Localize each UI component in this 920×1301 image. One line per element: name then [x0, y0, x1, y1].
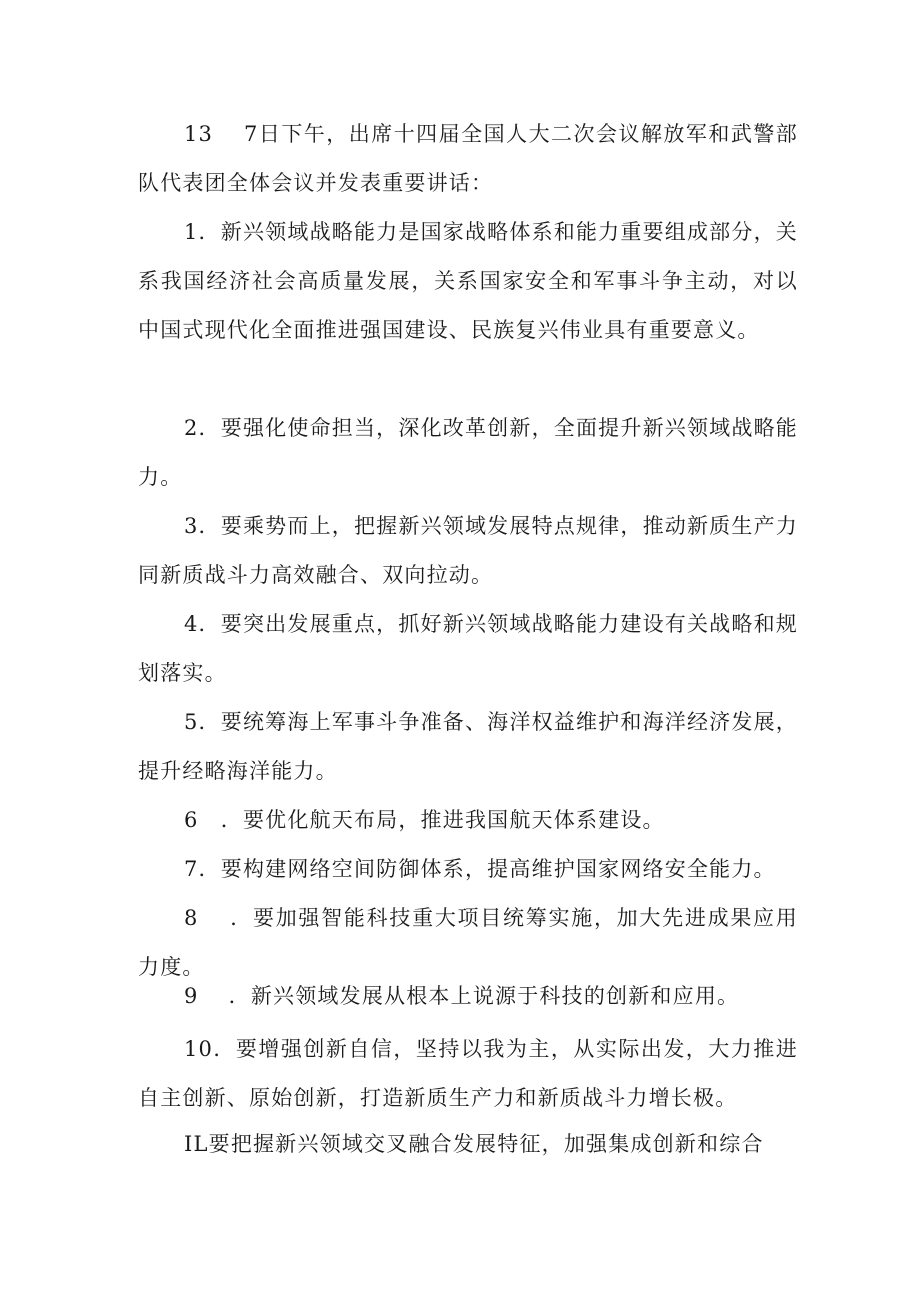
item-paragraph-11: IL要把握新兴领域交叉融合发展特征，加强集成创新和综合	[184, 1132, 764, 1156]
item-paragraph-10: 10．要增强创新自信，坚持以我为主，从实际出发，大力推进自主创新、原始创新，打造新质生产力和新质战斗力增长极。	[138, 1037, 798, 1110]
item-paragraph-7: 7．要构建网络空间防御体系，提高维护国家网络安全能力。	[184, 857, 776, 881]
item-paragraph-6: 6 ．要优化航天布局，推进我国航天体系建设。	[184, 808, 665, 832]
item-paragraph-3: 3．要乘势而上，把握新兴领域发展特点规律，推动新质生产力同新质战斗力高效融合、双向拉动。	[138, 514, 798, 587]
item-paragraph-1: 1．新兴领域战略能力是国家战略体系和能力重要组成部分，关系我国经济社会高质量发展，关系国家安全和军事斗争主动，对以中国式现代化全面推进强国建设、民族复兴伟业具有重要意义。	[138, 220, 798, 342]
item-paragraph-4: 4．要突出发展重点，抓好新兴领域战略能力建设有关战略和规划落实。	[138, 612, 798, 685]
item-paragraph-2: 2．要强化使命担当，深化改革创新，全面提升新兴领域战略能力。	[138, 416, 798, 489]
item-paragraph-8: 8 ．要加强智能科技重大项目统筹实施，加大先进成果应用力度。	[138, 906, 798, 979]
item-paragraph-9: 9 ．新兴领域发展从根本上说源于科技的创新和应用。	[184, 984, 740, 1008]
item-paragraph-5: 5．要统筹海上军事斗争准备、海洋权益维护和海洋经济发展，提升经略海洋能力。	[138, 710, 798, 783]
intro-paragraph: 13 7日下午，出席十四届全国人大二次会议解放军和武警部队代表团全体会议并发表重要讲话：	[138, 122, 798, 195]
